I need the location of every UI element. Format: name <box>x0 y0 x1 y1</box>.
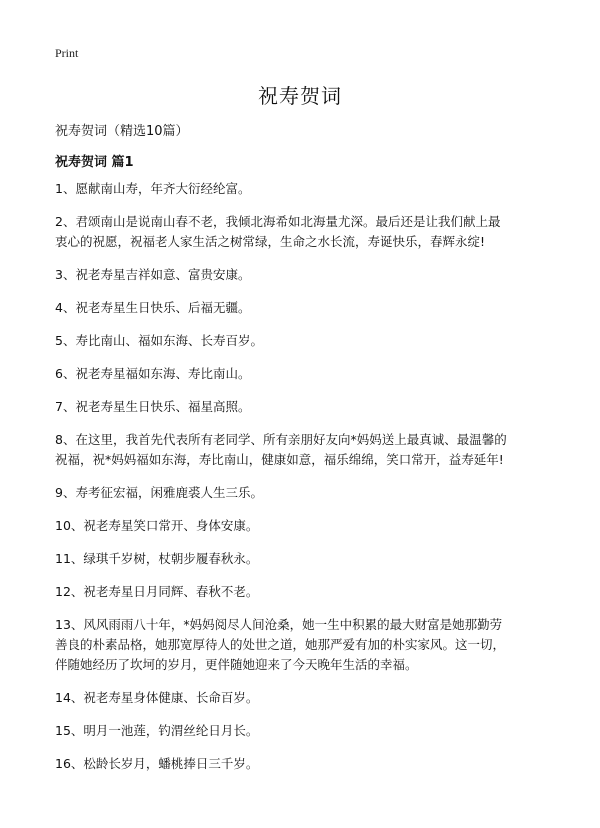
list-item-line: 10、祝老寿星笑口常开、身体安康。 <box>55 518 259 533</box>
list-item <box>55 483 555 503</box>
list-item-line: 4、祝老寿星生日快乐、后福无疆。 <box>55 300 251 315</box>
list-item <box>55 430 555 470</box>
list-item <box>55 179 555 199</box>
page-title: 祝寿贺词 <box>258 84 342 108</box>
list-item-line: 6、祝老寿星福如东海、寿比南山。 <box>55 366 251 381</box>
list-item-line: 13、风风雨雨八十年，*妈妈阅尽人间沧桑，她一生中积累的最大财富是她那勤劳 <box>55 617 503 632</box>
list-item-line: 9、寿考征宏福，闲雅鹿裘人生三乐。 <box>55 485 263 500</box>
list-item <box>55 265 555 285</box>
list-item-line: 1、愿献南山寿，年齐大衍经纶富。 <box>55 181 251 196</box>
list-item <box>55 397 555 417</box>
list-item-line: 祝福，祝*妈妈福如东海，寿比南山，健康如意，福乐绵绵，笑口常开，益寿延年! <box>55 452 504 467</box>
document-subtitle: 祝寿贺词（精选10篇） <box>55 124 189 139</box>
section-heading: 祝寿贺词 篇1 <box>55 155 134 170</box>
list-item-line: 16、松龄长岁月，蟠桃捧日三千岁。 <box>55 756 259 771</box>
list-item <box>55 331 555 351</box>
list-item-line: 2、君颂南山是说南山春不老，我倾北海希如北海量尤深。最后还是让我们献上最 <box>55 214 501 229</box>
greetings-list <box>55 179 555 787</box>
list-item <box>55 754 555 774</box>
list-item <box>55 212 555 252</box>
list-item-line: 善良的朴素品格，她那宽厚待人的处世之道，她那严爱有加的朴实家风。这一切， <box>55 637 506 652</box>
print-link[interactable]: Print <box>55 46 79 60</box>
list-item-line: 3、祝老寿星吉祥如意、富贵安康。 <box>55 267 251 282</box>
list-item <box>55 516 555 536</box>
list-item-line: 15、明月一池莲，钓渭丝纶日月长。 <box>55 723 259 738</box>
list-item-line: 11、绿琪千岁树，杖朝步履春秋永。 <box>55 551 259 566</box>
list-item <box>55 549 555 569</box>
list-item-line: 7、祝老寿星生日快乐、福星高照。 <box>55 399 251 414</box>
list-item-line: 14、祝老寿星身体健康、长命百岁。 <box>55 690 259 705</box>
list-item-line: 12、祝老寿星日月同辉、春秋不老。 <box>55 584 259 599</box>
list-item <box>55 298 555 318</box>
list-item <box>55 688 555 708</box>
list-item-line: 8、在这里，我首先代表所有老同学、所有亲朋好友向*妈妈送上最真诚、最温馨的 <box>55 432 507 447</box>
list-item-line: 5、寿比南山、福如东海、长寿百岁。 <box>55 333 263 348</box>
list-item <box>55 615 555 675</box>
list-item <box>55 721 555 741</box>
list-item <box>55 582 555 602</box>
list-item <box>55 364 555 384</box>
list-item-line: 伴随她经历了坎坷的岁月，更伴随她迎来了今天晚年生活的幸福。 <box>55 657 418 672</box>
list-item-line: 衷心的祝愿，祝福老人家生活之树常绿，生命之水长流，寿诞快乐，春辉永绽! <box>55 234 486 249</box>
